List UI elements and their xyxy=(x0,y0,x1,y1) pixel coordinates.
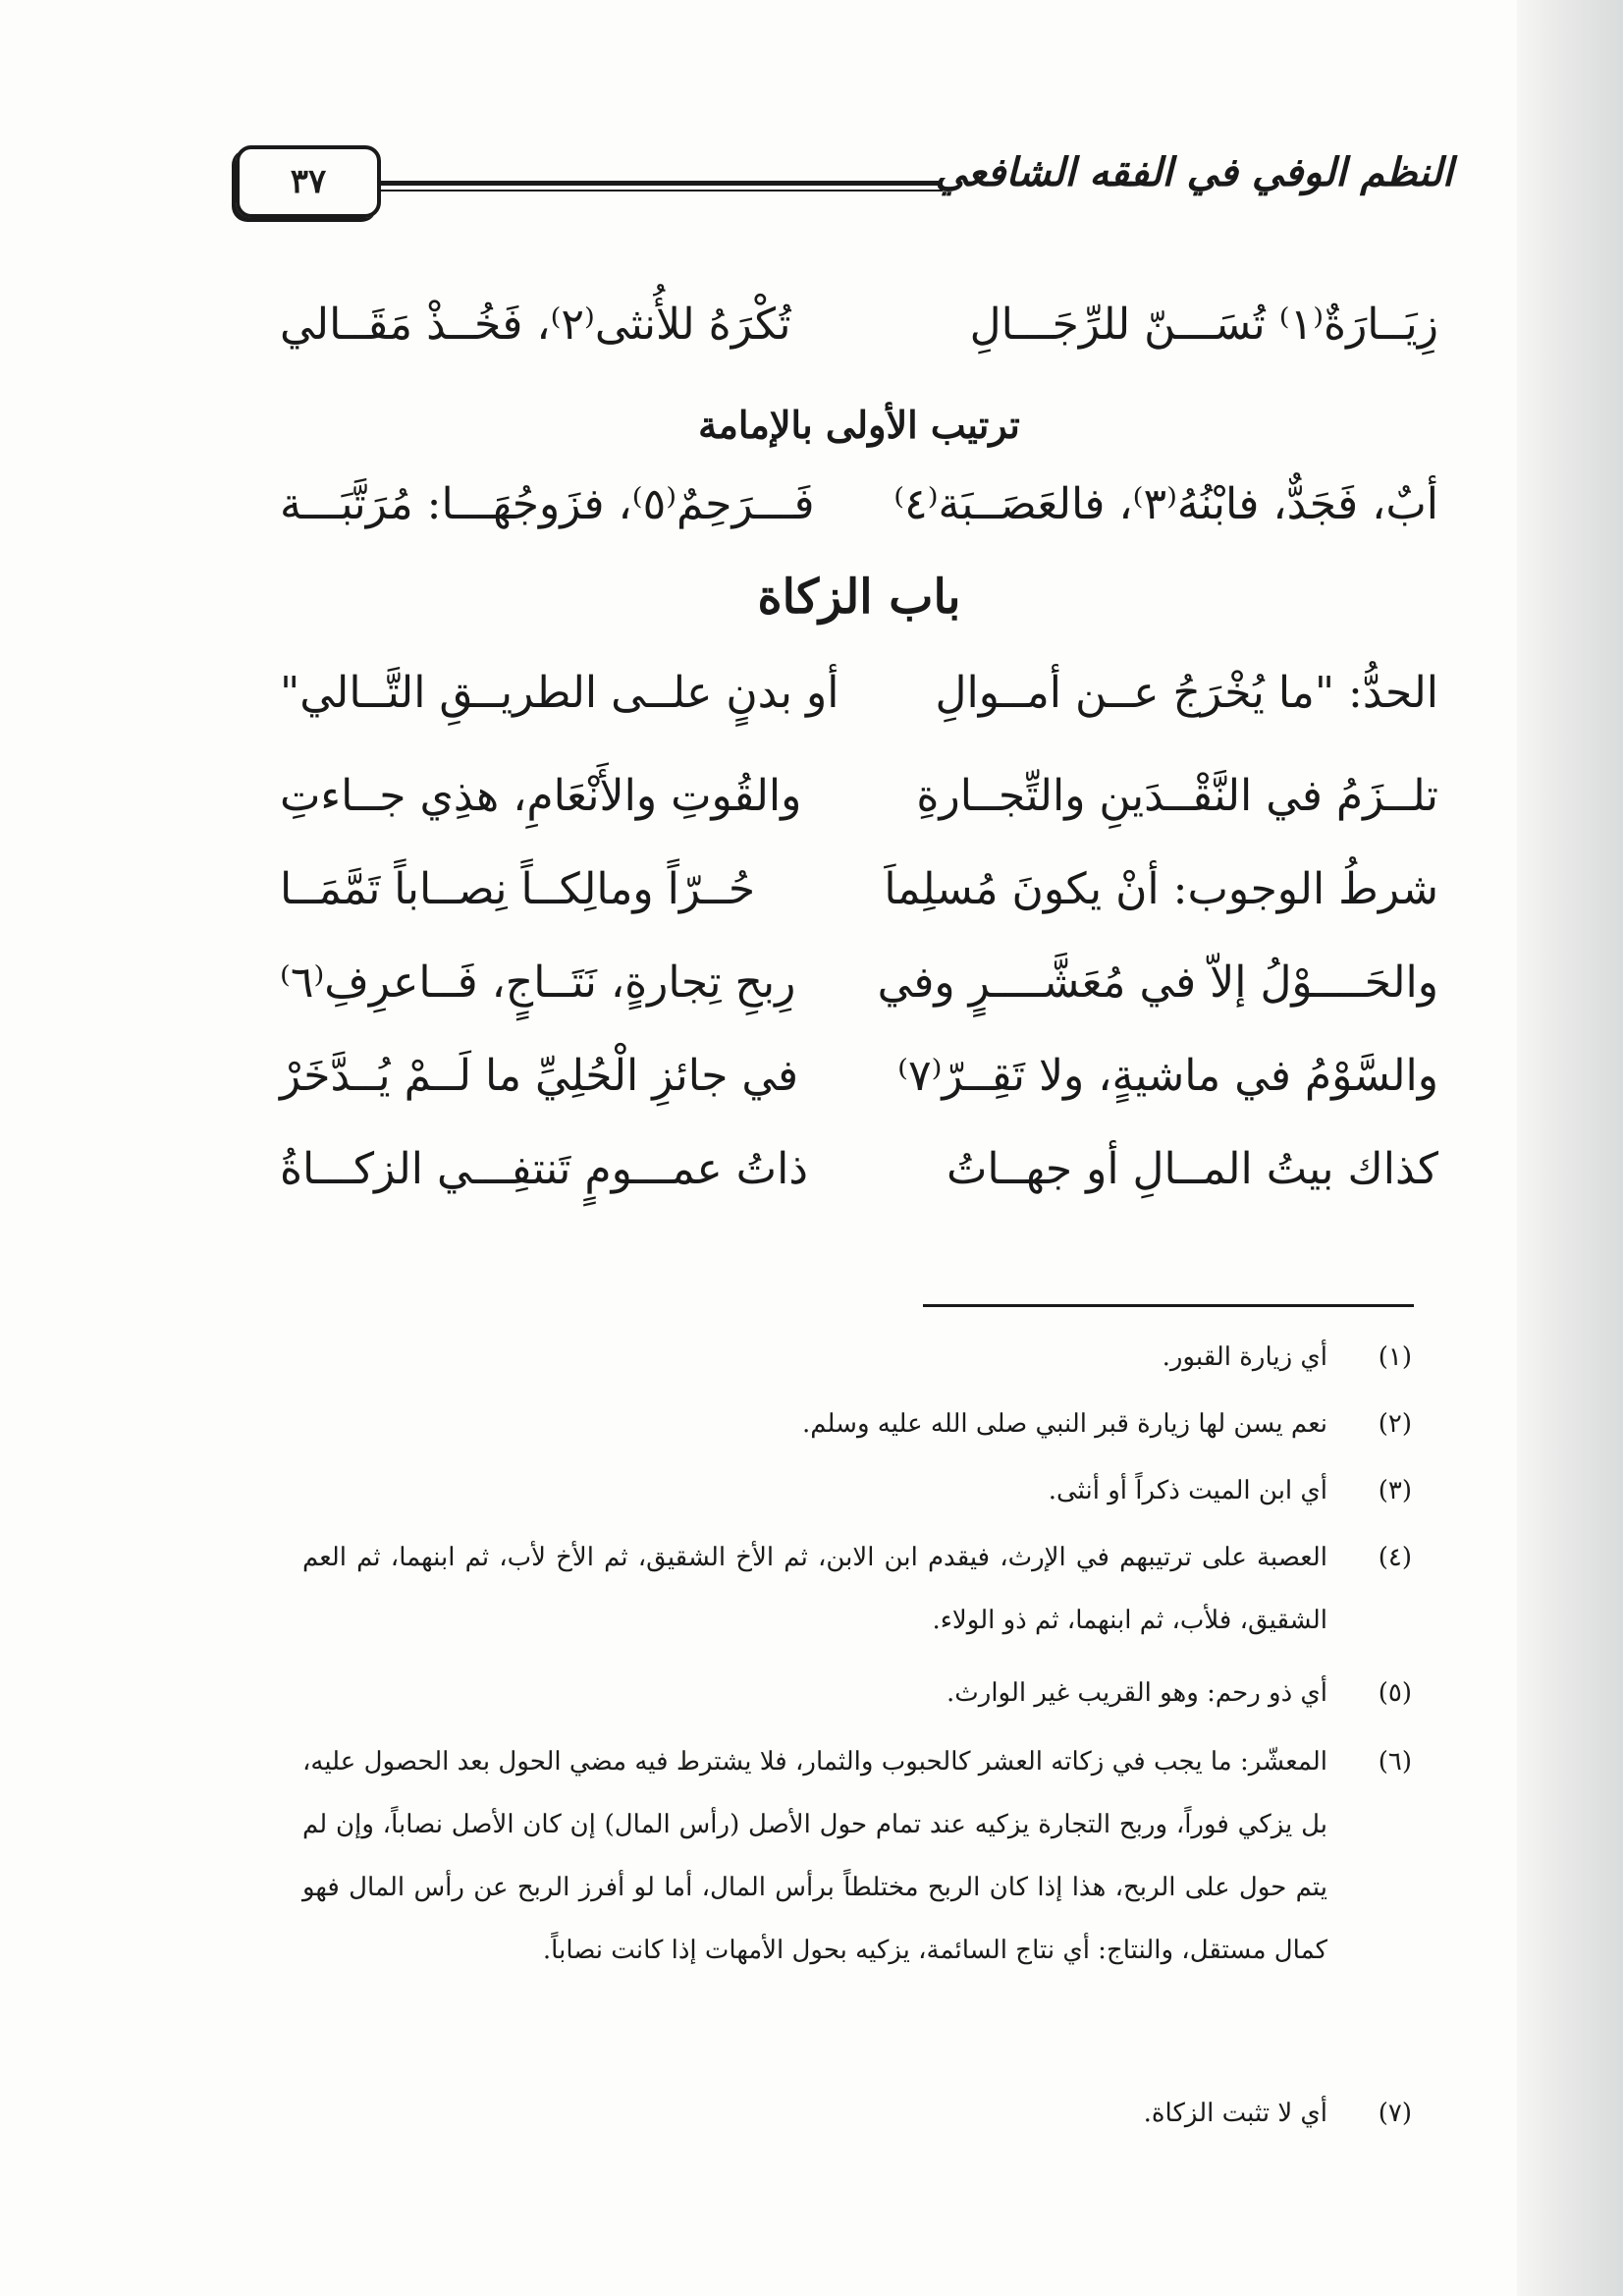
footnote-number: (١) xyxy=(1378,1342,1412,1372)
footnote-text: نعم يسن لها زيارة قبر النبي صلى الله عليه وسلم. xyxy=(801,1409,1327,1439)
footnote xyxy=(302,2082,1412,2145)
verse-first-hemistich: والسَّوْمُ في ماشيةٍ، ولا تَقِــرّ⁽٧⁾ xyxy=(897,1051,1438,1101)
verse-second-hemistich: في جائزِ الْحُلِيِّ ما لَــمْ يُــدَّخَرْ xyxy=(280,1051,799,1101)
footnote-separator xyxy=(923,1304,1414,1307)
section-heading-imamah: ترتيب الأولى بالإمامة xyxy=(698,403,1020,447)
footnote xyxy=(302,1526,1412,1652)
verse-second-hemistich: فَـــرَحِمٌ⁽٥⁾، فزَوجُهَـــا: مُرَتَّبَـــة xyxy=(280,479,815,529)
footnote-text: أي زيارة القبور. xyxy=(1162,1342,1327,1372)
footnote xyxy=(302,1662,1412,1724)
footnote xyxy=(302,1459,1412,1522)
footnote-number: (٧) xyxy=(1378,2099,1412,2128)
verse-line xyxy=(280,300,1438,388)
verse-first-hemistich: أبٌ، فَجَدٌّ، فابْنُهُ⁽٣⁾، فالعَصَــبَة⁽٤⁾ xyxy=(893,479,1438,529)
verse-second-hemistich: ذاتُ عمـــومٍ تَنتفِـــي الزكـــاةُ xyxy=(280,1144,808,1194)
verse-first-hemistich: والحَــــوْلُ إلاّ في مُعَشَّــــرٍ وفي xyxy=(877,957,1438,1008)
footnote-number: (٢) xyxy=(1378,1409,1412,1439)
footnote-number: (٥) xyxy=(1378,1678,1412,1708)
footnote-number: (٣) xyxy=(1378,1476,1412,1505)
footnote-number: (٤) xyxy=(1378,1543,1412,1572)
verse-first-hemistich: تلــزَمُ في النَّقْــدَينِ والتِّجــارةِ xyxy=(916,771,1438,821)
verse-second-hemistich: تُكْرَهُ للأُنثى⁽٢⁾، فَخُــذْ مَقَــالي xyxy=(280,300,791,350)
verse-line xyxy=(280,668,1438,756)
footnote xyxy=(302,1326,1412,1389)
section-heading-zakat: باب الزكاة xyxy=(757,570,961,625)
footnote-text: العصبة على ترتيبهم في الإرث، فيقدم ابن الابن، ثم الأخ الشقيق، ثم الأخ لأب، ثم ابنهما، ثم العم الشقيق، فلأب، ثم ابنهما، ثم ذو الولاء. xyxy=(302,1543,1327,1635)
footnote-text: أي لا تثبت الزكاة. xyxy=(1143,2099,1327,2128)
verse-second-hemistich: أو بدنٍ علــى الطريــقِ التَّــالي" xyxy=(280,668,839,718)
footnote-text: المعشّر: ما يجب في زكاته العشر كالحبوب والثمار، فلا يشترط فيه مضي الحول بعد الحصول عليه، بل يزكي فوراً، وربح التجارة يزكيه عند تمام حول الأصل (رأس المال) إن كان الأصل نصاباً، وإن لم يتم حول على الربح، هذا إذا كان الربح مختلطاً برأس المال، أما لو أفرز الربح عن رأس المال فهو كمال مستقل، والنتاج: أي نتاج السائمة، يزكيه بحول الأمهات إذا كانت نصاباً. xyxy=(302,1747,1327,1965)
verse-line xyxy=(280,957,1438,1046)
verse-first-hemistich: شرطُ الوجوب: أنْ يكونَ مُسلِماَ xyxy=(884,864,1438,914)
footnote-number: (٦) xyxy=(1378,1747,1412,1777)
verse-line xyxy=(280,864,1438,953)
verse-first-hemistich: كذاك بيتُ المــالِ أو جهــاتُ xyxy=(947,1144,1438,1194)
verse-line xyxy=(280,479,1438,568)
page-edge-shadow xyxy=(1517,0,1623,2296)
footnote-text: أي ذو رحم: وهو القريب غير الوارث. xyxy=(947,1678,1327,1708)
page-header xyxy=(236,137,1453,226)
footnote-text: أي ابن الميت ذكراً أو أنثى. xyxy=(1048,1476,1327,1505)
verse-line xyxy=(280,771,1438,859)
footnote xyxy=(302,1393,1412,1455)
footnote xyxy=(302,1730,1412,1982)
running-title: النظم الوفي في الفقه الشافعي xyxy=(935,149,1453,195)
page-number: ٣٧ xyxy=(236,145,381,218)
verse-second-hemistich: رِبحِ تِجارةٍ، نَتَــاجٍ، فَــاعرِفِ⁽٦⁾ xyxy=(280,957,796,1008)
verse-second-hemistich: والقُوتِ والأَنْعَامِ، هذِي جــاءتِ xyxy=(280,771,802,821)
verse-second-hemistich: حُــرّاً ومالِكــاً نِصــاباً تَمَّمَــا xyxy=(280,864,756,914)
header-rule xyxy=(381,181,943,191)
verse-line xyxy=(280,1051,1438,1139)
verse-first-hemistich: زِيَــارَةٌ⁽١⁾ تُسَـــنّ للرِّجَـــالِ xyxy=(969,300,1438,350)
verse-line xyxy=(280,1144,1438,1232)
verse-first-hemistich: الحدُّ: "ما يُخْرَجُ عــن أمــوالِ xyxy=(935,668,1438,718)
